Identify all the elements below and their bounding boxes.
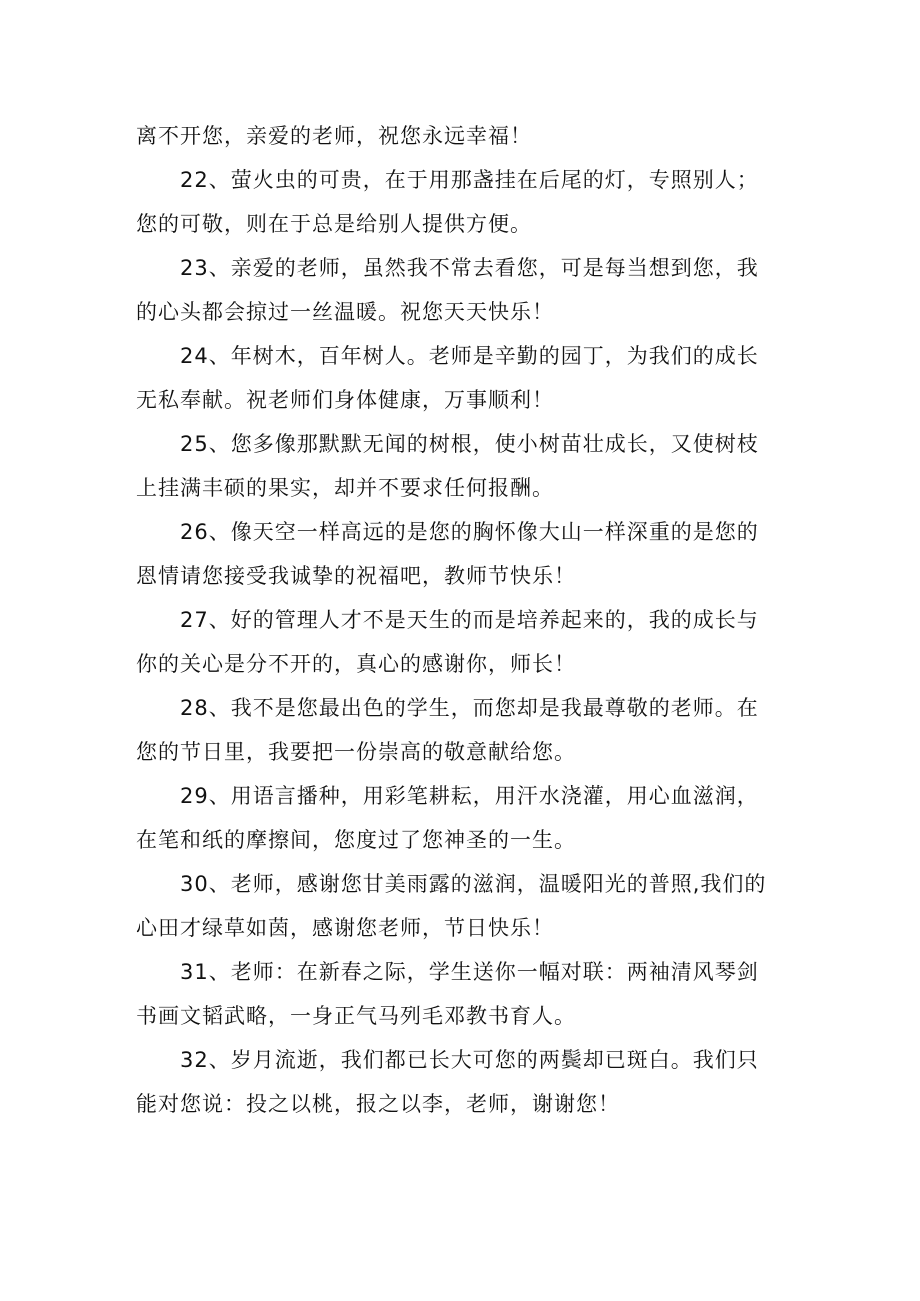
text-line: 24、年树木，百年树人。老师是辛勤的园丁，为我们的成长: [180, 344, 759, 368]
paragraph-28: [136, 686, 792, 774]
paragraph-continuation: [136, 114, 792, 158]
paragraph-29: [136, 774, 792, 862]
text-line: 23、亲爱的老师，虽然我不常去看您，可是每当想到您，我: [180, 256, 759, 280]
text-line: 恩情请您接受我诚挚的祝福吧，教师节快乐！: [136, 564, 576, 588]
text-line: 28、我不是您最出色的学生，而您却是我最尊敬的老师。在: [180, 696, 759, 720]
paragraph-26: [136, 510, 792, 598]
text-line: 心田才绿草如茵，感谢您老师，节日快乐！: [136, 916, 554, 940]
paragraph-32: [136, 1038, 792, 1126]
text-line: 无私奉献。祝老师们身体健康，万事顺利！: [136, 388, 554, 412]
text-line: 31、老师：在新春之际，学生送你一幅对联：两袖清风琴剑: [180, 960, 759, 984]
text-line: 25、您多像那默默无闻的树根，使小树苗壮成长，又使树枝: [180, 432, 759, 456]
text-line: 29、用语言播种，用彩笔耕耘，用汗水浇灌，用心血滋润，: [180, 784, 759, 808]
text-line: 27、好的管理人才不是天生的而是培养起来的，我的成长与: [180, 608, 759, 632]
text-line: 您的节日里，我要把一份崇高的敬意献给您。: [136, 740, 576, 764]
paragraph-31: [136, 950, 792, 1038]
paragraph-25: [136, 422, 792, 510]
paragraph-24: [136, 334, 792, 422]
paragraph-22: [136, 158, 792, 246]
text-line: 您的可敬，则在于总是给别人提供方便。: [136, 212, 532, 236]
text-line: 能对您说：投之以桃，报之以李，老师，谢谢您！: [136, 1092, 620, 1116]
text-line: 22、萤火虫的可贵，在于用那盏挂在后尾的灯，专照别人；: [180, 168, 759, 192]
paragraph-23: [136, 246, 792, 334]
text-line: 书画文韬武略，一身正气马列毛邓教书育人。: [136, 1004, 576, 1028]
text-line: 在笔和纸的摩擦间，您度过了您神圣的一生。: [136, 828, 576, 852]
text-line: 32、岁月流逝，我们都已长大可您的两鬓却已斑白。我们只: [180, 1048, 759, 1072]
text-line: 30、老师，感谢您甘美雨露的滋润，温暖阳光的普照,我们的: [180, 872, 767, 896]
text-line: 上挂满丰硕的果实，却并不要求任何报酬。: [136, 476, 554, 500]
document-body: [136, 114, 792, 1126]
text-line: 26、像天空一样高远的是您的胸怀像大山一样深重的是您的: [180, 520, 759, 544]
text-line: 的心头都会掠过一丝温暖。祝您天天快乐！: [136, 300, 554, 324]
text-line: 你的关心是分不开的，真心的感谢你，师长！: [136, 652, 576, 676]
paragraph-27: [136, 598, 792, 686]
text-line: 离不开您，亲爱的老师，祝您永远幸福！: [136, 124, 532, 148]
paragraph-30: [136, 862, 792, 950]
